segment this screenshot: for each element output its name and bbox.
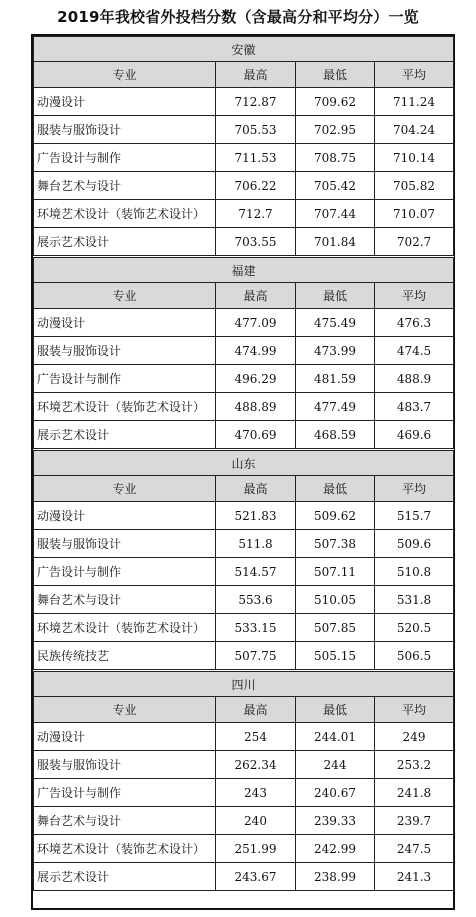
score-table-frame [31,34,455,910]
avg-score-cell: 704.24 [375,116,454,144]
major-cell: 服装与服饰设计 [34,530,216,558]
column-header-major: 专业 [34,283,216,309]
major-cell: 服装与服饰设计 [34,751,216,779]
min-score-cell: 707.44 [296,200,375,228]
avg-score-cell: 241.8 [375,779,454,807]
major-cell: 服装与服饰设计 [34,116,216,144]
column-header-min: 最低 [296,62,375,88]
column-header-row [34,62,454,88]
avg-score-cell: 515.7 [375,502,454,530]
max-score-cell: 712.7 [216,200,296,228]
max-score-cell: 703.55 [216,228,296,256]
table-row [34,228,454,256]
province-row [34,672,454,697]
max-score-cell: 496.29 [216,365,296,393]
page-title: 2019年我校省外投档分数（含最高分和平均分）一览 [57,8,419,26]
column-header-max: 最高 [216,476,296,502]
major-cell: 服装与服饰设计 [34,337,216,365]
min-score-cell: 473.99 [296,337,375,365]
major-cell: 动漫设计 [34,502,216,530]
max-score-cell: 553.6 [216,586,296,614]
avg-score-cell: 710.14 [375,144,454,172]
min-score-cell: 468.59 [296,421,375,449]
column-header-min: 最低 [296,476,375,502]
min-score-cell: 705.42 [296,172,375,200]
table-row [34,144,454,172]
min-score-cell: 240.67 [296,779,375,807]
min-score-cell: 708.75 [296,144,375,172]
major-cell: 环境艺术设计（装饰艺术设计） [34,835,216,863]
avg-score-cell: 531.8 [375,586,454,614]
column-header-max: 最高 [216,62,296,88]
major-cell: 广告设计与制作 [34,558,216,586]
max-score-cell: 712.87 [216,88,296,116]
table-row [34,393,454,421]
province-heading: 福建 [34,258,454,283]
min-score-cell: 701.84 [296,228,375,256]
max-score-cell: 706.22 [216,172,296,200]
min-score-cell: 507.38 [296,530,375,558]
avg-score-cell: 474.5 [375,337,454,365]
min-score-cell: 477.49 [296,393,375,421]
min-score-cell: 244 [296,751,375,779]
min-score-cell: 509.62 [296,502,375,530]
column-header-avg: 平均 [375,697,454,723]
table-row [34,530,454,558]
max-score-cell: 521.83 [216,502,296,530]
avg-score-cell: 710.07 [375,200,454,228]
max-score-cell: 705.53 [216,116,296,144]
max-score-cell: 511.8 [216,530,296,558]
max-score-cell: 507.75 [216,642,296,670]
avg-score-cell: 705.82 [375,172,454,200]
avg-score-cell: 510.8 [375,558,454,586]
table-row [34,863,454,891]
table-row [34,751,454,779]
table-row [34,365,454,393]
table-row [34,558,454,586]
major-cell: 动漫设计 [34,723,216,751]
avg-score-cell: 506.5 [375,642,454,670]
table-row [34,614,454,642]
table-row [34,200,454,228]
table-row [34,172,454,200]
min-score-cell: 507.85 [296,614,375,642]
table-row [34,723,454,751]
avg-score-cell: 476.3 [375,309,454,337]
column-header-min: 最低 [296,283,375,309]
avg-score-cell: 239.7 [375,807,454,835]
table-row [34,88,454,116]
min-score-cell: 475.49 [296,309,375,337]
max-score-cell: 533.15 [216,614,296,642]
max-score-cell: 477.09 [216,309,296,337]
min-score-cell: 510.05 [296,586,375,614]
max-score-cell: 711.53 [216,144,296,172]
column-header-major: 专业 [34,476,216,502]
avg-score-cell: 247.5 [375,835,454,863]
table-row [34,116,454,144]
avg-score-cell: 509.6 [375,530,454,558]
min-score-cell: 239.33 [296,807,375,835]
column-header-row [34,476,454,502]
table-row [34,835,454,863]
max-score-cell: 240 [216,807,296,835]
major-cell: 动漫设计 [34,88,216,116]
major-cell: 广告设计与制作 [34,144,216,172]
max-score-cell: 514.57 [216,558,296,586]
avg-score-cell: 241.3 [375,863,454,891]
max-score-cell: 243 [216,779,296,807]
major-cell: 展示艺术设计 [34,421,216,449]
avg-score-cell: 520.5 [375,614,454,642]
avg-score-cell: 488.9 [375,365,454,393]
avg-score-cell: 702.7 [375,228,454,256]
max-score-cell: 470.69 [216,421,296,449]
major-cell: 舞台艺术与设计 [34,807,216,835]
column-header-avg: 平均 [375,283,454,309]
avg-score-cell: 253.2 [375,751,454,779]
column-header-min: 最低 [296,697,375,723]
max-score-cell: 488.89 [216,393,296,421]
major-cell: 展示艺术设计 [34,863,216,891]
major-cell: 广告设计与制作 [34,365,216,393]
province-heading: 四川 [34,672,454,697]
avg-score-cell: 711.24 [375,88,454,116]
province-row [34,37,454,62]
column-header-major: 专业 [34,697,216,723]
max-score-cell: 474.99 [216,337,296,365]
major-cell: 民族传统技艺 [34,642,216,670]
avg-score-cell: 483.7 [375,393,454,421]
table-row [34,502,454,530]
min-score-cell: 244.01 [296,723,375,751]
table-row [34,642,454,670]
min-score-cell: 709.62 [296,88,375,116]
avg-score-cell: 249 [375,723,454,751]
major-cell: 广告设计与制作 [34,779,216,807]
min-score-cell: 507.11 [296,558,375,586]
table-row [34,586,454,614]
score-table [33,36,454,891]
column-header-max: 最高 [216,697,296,723]
score-table-body [34,37,454,891]
min-score-cell: 481.59 [296,365,375,393]
table-row [34,807,454,835]
column-header-major: 专业 [34,62,216,88]
major-cell: 舞台艺术与设计 [34,172,216,200]
major-cell: 动漫设计 [34,309,216,337]
min-score-cell: 242.99 [296,835,375,863]
column-header-avg: 平均 [375,62,454,88]
min-score-cell: 238.99 [296,863,375,891]
table-row [34,337,454,365]
province-row [34,451,454,476]
table-row [34,421,454,449]
max-score-cell: 243.67 [216,863,296,891]
major-cell: 环境艺术设计（装饰艺术设计） [34,200,216,228]
min-score-cell: 505.15 [296,642,375,670]
max-score-cell: 251.99 [216,835,296,863]
major-cell: 环境艺术设计（装饰艺术设计） [34,614,216,642]
province-heading: 山东 [34,451,454,476]
column-header-row [34,283,454,309]
province-row [34,258,454,283]
table-row [34,309,454,337]
column-header-max: 最高 [216,283,296,309]
max-score-cell: 262.34 [216,751,296,779]
table-row [34,779,454,807]
column-header-row [34,697,454,723]
major-cell: 展示艺术设计 [34,228,216,256]
major-cell: 环境艺术设计（装饰艺术设计） [34,393,216,421]
min-score-cell: 702.95 [296,116,375,144]
max-score-cell: 254 [216,723,296,751]
avg-score-cell: 469.6 [375,421,454,449]
major-cell: 舞台艺术与设计 [34,586,216,614]
province-heading: 安徽 [34,37,454,62]
column-header-avg: 平均 [375,476,454,502]
